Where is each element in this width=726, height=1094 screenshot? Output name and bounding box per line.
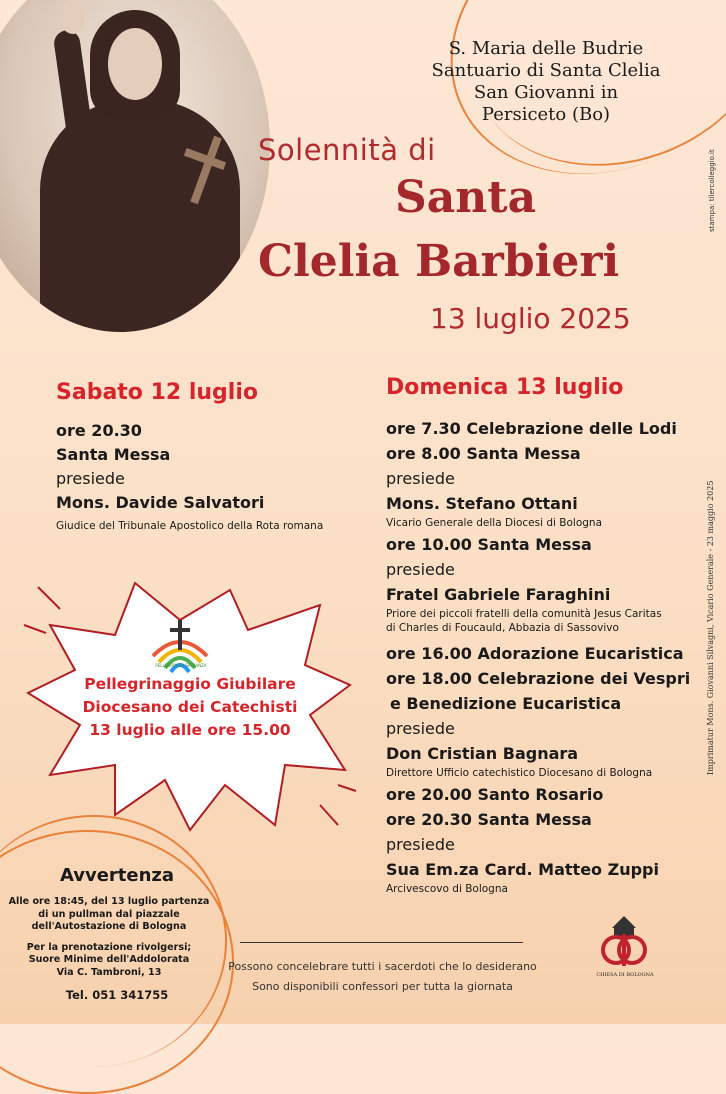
warning-line: dell'Autostazione di Bologna [31,921,187,932]
saturday-celebrant: Mons. Davide Salvatori [56,493,265,512]
presiede-label: presiede [386,560,455,579]
presiede-label: presiede [386,835,455,854]
pilgrimage-line: Diocesano dei Catechisti [82,698,298,716]
sanctuary-location [426,38,666,126]
celebrant-role: Arcivescovo di Bologna [386,883,508,895]
location-line: San Giovanni in [473,82,619,103]
location-line: Santuario di Santa Clelia [431,60,661,81]
sunday-heading: Domenica 13 luglio [386,375,624,400]
pilgrimage-line: Pellegrinaggio Giubilare [84,675,296,693]
warning-line: di un pullman dal piazzale [38,908,180,920]
celebrant-name: Fratel Gabriele Faraghini [386,585,611,604]
footer-notes [210,957,555,997]
celebrant-role: Priore dei piccoli fratelli della comunità Jesus Caritas [386,608,662,620]
jubilee-logo-text: PELLEGRINI DI SPERANZA [155,663,207,668]
program-line: ore 10.00 Santa Messa [386,535,592,554]
saturday-celebrant-role: Giudice del Tribunale Apostolico della Rota romana [56,520,324,532]
presiede-label: presiede [386,469,455,488]
saturday-time: ore 20.30 [56,421,142,440]
saturday-program [56,380,376,533]
location-line: S. Maria delle Budrie [448,38,644,59]
saturday-heading: Sabato 12 luglio [56,380,258,405]
celebrant-role: Direttore Ufficio catechistico Diocesano di Bologna [386,767,653,779]
saturday-event: Santa Messa [56,445,171,464]
pilgrimage-line: 13 luglio alle ore 15.00 [89,721,291,739]
location-line: Persiceto (Bo) [481,104,611,125]
warning-title: Avvertenza [59,865,175,886]
warning-line: Via C. Tambroni, 13 [56,966,162,978]
program-line: ore 8.00 Santa Messa [386,444,581,463]
program-line: ore 20.30 Santa Messa [386,810,592,829]
program-line: ore 18.00 Celebrazione dei Vespri [386,669,691,688]
celebrant-role: Vicario Generale della Diocesi di Bologna [386,517,603,529]
presiede-label: presiede [386,719,455,738]
warning-line: Alle ore 18:45, del 13 luglio partenza [8,896,210,907]
program-line: ore 20.00 Santo Rosario [386,785,604,804]
footer-line-1: Possono concelebrare tutti i sacerdoti che lo desiderano [228,960,537,973]
celebrant-name: Sua Em.za Card. Matteo Zuppi [386,860,659,879]
saint-portrait [0,0,270,332]
subtitle: Solennità di [258,133,436,167]
warning-line: Per la prenotazione rivolgersi; [26,941,192,953]
celebrant-role: di Charles di Foucauld, Abbazia di Sassovivo [386,622,619,634]
program-line: ore 16.00 Adorazione Eucaristica [386,644,684,663]
footer-line-2: Sono disponibili confessori per tutta la giornata [252,980,513,993]
sunday-program [386,375,716,898]
celebrant-name: Mons. Stefano Ottani [386,494,578,513]
footer-divider [240,942,523,943]
diocese-label: CHIESA DI BOLOGNA [596,972,654,978]
printer-credit: stampa: tilercolleggio.it [708,149,716,232]
warning-spacer [4,934,214,942]
presiede-label: presiede [56,469,125,488]
title-line-2: Clelia Barbieri [258,236,620,287]
warning-line: Suore Minime dell'Addolorata [28,954,190,965]
celebrant-name: Don Cristian Bagnara [386,744,579,763]
pilgrimage-announcement [60,673,320,742]
warning-body [4,896,214,979]
warning-phone: Tel. 051 341755 [65,988,169,1002]
diocese-logo-icon [598,912,650,968]
event-date: 13 luglio 2025 [430,302,631,335]
program-line: e Benedizione Eucaristica [390,694,622,713]
imprimatur-note: Imprimatur Mons. Giovanni Silvagni, Vicario Generale - 23 maggio 2025 [706,480,715,775]
title-line-1: Santa [395,172,537,223]
program-line: ore 7.30 Celebrazione delle Lodi [386,419,677,438]
